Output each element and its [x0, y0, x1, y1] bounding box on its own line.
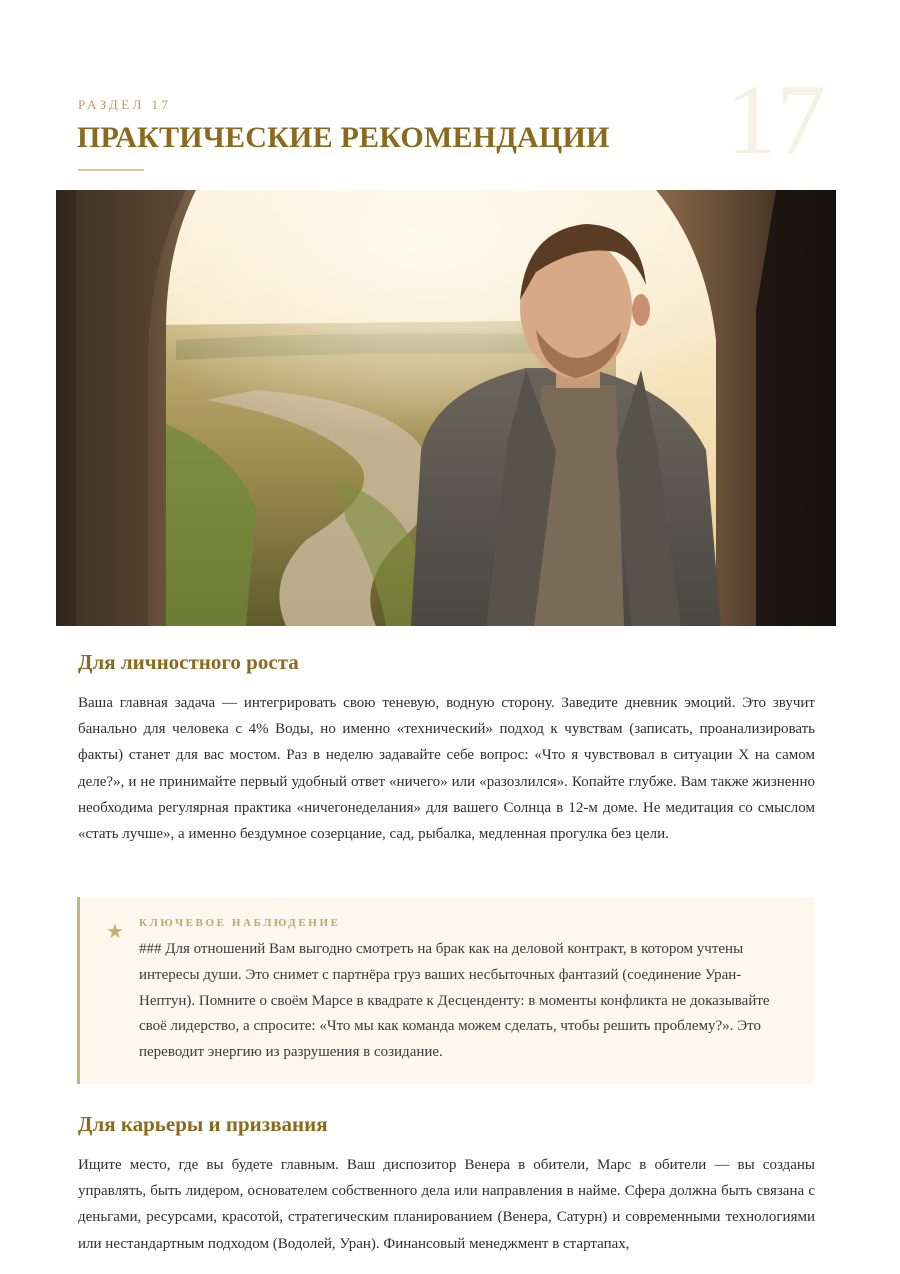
section-heading-career: Для карьеры и призвания [78, 1112, 328, 1136]
section-text-career: Ищите место, где вы будете главным. Ваш диспозитор Венера в обители, Марс в обители — вы созданы управлять, быть лидером, основателем собственного дела или направления в найме. Сфера должна быть связана с деньгами, ресурсами, красотой, стратегическим планированием (Венера, Сатурн) и современными технологиями или нестандартным подходом (Водолей, Уран). Финансовый менеджмент в стартапах, [78, 1157, 815, 1252]
section-number-watermark: 17 [726, 64, 826, 175]
hero-photo [56, 190, 836, 626]
section-heading-personal-growth: Для личностного роста [78, 650, 299, 674]
page-title: ПРАКТИЧЕСКИЕ РЕКОМЕНДАЦИИ [77, 121, 610, 154]
section-label: РАЗДЕЛ 17 [78, 97, 172, 112]
section-text-personal-growth: Ваша главная задача — интегрировать свою теневую, водную сторону. Заведите дневник эмоций. Это звучит банально для человека с 4% Воды, но именно «технический» подход к чувствам (записать, проанализировать факты) станет для вас мостом. Раз в неделю задавайте себе вопрос: «Что я чувствовал в ситуации X на самом деле?», и не принимайте первый удобный ответ «ничего» или «разозлился». Копайте глубже. Вам также жизненно необходима регулярная практика «ничегонеделания» для вашего Солнца в 12-м доме. Не медитация со смыслом «стать лучше», а именно бездумное созерцание, сад, рыбалка, медленная прогулка без цели. [78, 695, 815, 843]
callout-label: КЛЮЧЕВОЕ НАБЛЮДЕНИЕ [139, 917, 341, 929]
star-icon: ★ [106, 919, 124, 943]
title-underline [78, 169, 144, 171]
key-insight-callout [77, 897, 815, 1084]
callout-text: ### Для отношений Вам выгодно смотреть на брак как на деловой контракт, в котором учтены интересы души. Это снимет с партнёра груз ваших несбыточных фантазий (соединение Уран-Нептун). Помните о своём Марсе в квадрате к Десценденту: в моменты конфликта не доказывайте своё лидерство, а спросите: «Что мы как команда можем сделать, чтобы решить проблему?». Это переводит энергию из разрушения в созидание. [139, 941, 770, 1061]
